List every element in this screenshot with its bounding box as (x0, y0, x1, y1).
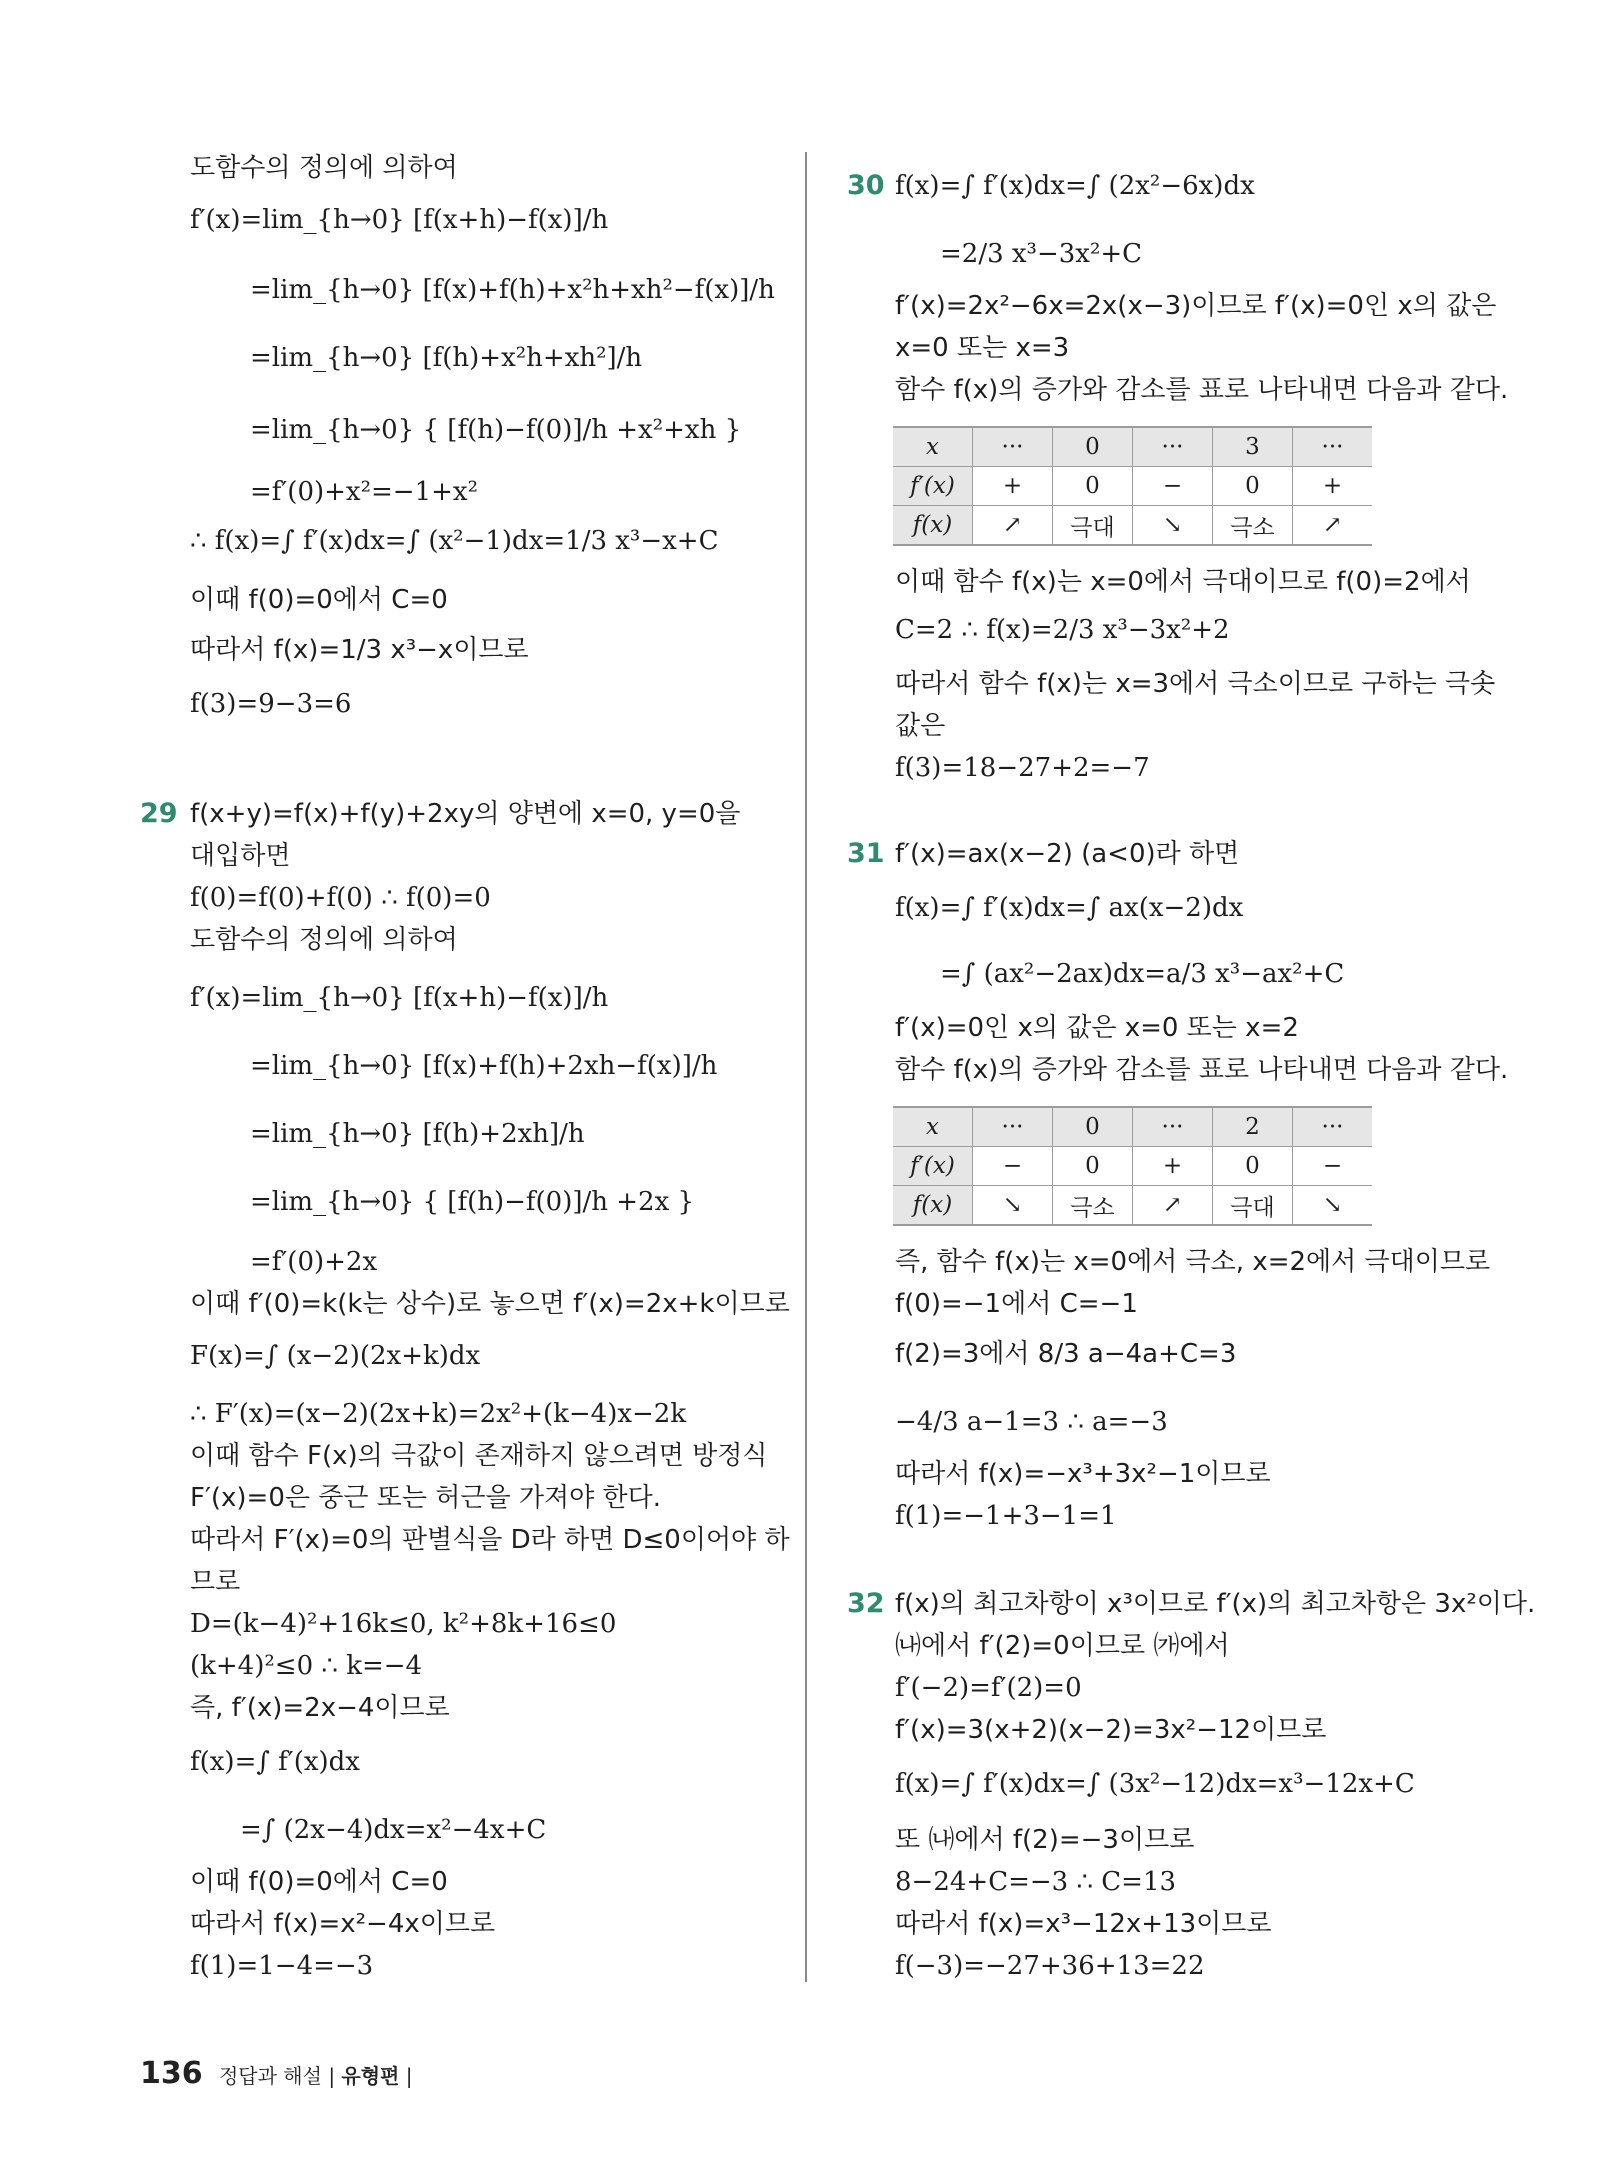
math-line: =2/3 x³−3x²+C (940, 239, 1143, 269)
text-line: f′(x)=2x²−6x=2x(x−3)이므로 f′(x)=0인 x의 값은 (895, 291, 1497, 321)
text-line: 이때 함수 f(x)는 x=0에서 극대이므로 f(0)=2에서 (895, 567, 1471, 597)
math-line: f(−3)=−27+36+13=22 (895, 1951, 1205, 1981)
table-cell: ↘ (1133, 506, 1213, 546)
text-line: 함수 f(x)의 증가와 감소를 표로 나타내면 다음과 같다. (895, 375, 1509, 405)
text-line: f′(x)=3(x+2)(x−2)=3x²−12이므로 (895, 1715, 1327, 1745)
math-line: f(0)=f(0)+f(0) ∴ f(0)=0 (190, 883, 491, 913)
problem-number-30: 30 (847, 170, 885, 201)
text-line: 즉, 함수 f(x)는 x=0에서 극소, x=2에서 극대이므로 (895, 1247, 1491, 1277)
table-cell: x (893, 427, 973, 467)
text-line: 따라서 f(x)=−x³+3x²−1이므로 (895, 1459, 1271, 1489)
math-line: =f′(0)+2x (250, 1247, 378, 1277)
text-line: 또 ㈏에서 f(2)=−3이므로 (895, 1825, 1195, 1855)
variation-table-31 (893, 1106, 1372, 1226)
math-line: =lim_{h→0} [f(h)+x²h+xh²]/h (250, 343, 643, 373)
table-cell: 0 (1053, 427, 1133, 467)
table-cell: ↘ (973, 1186, 1053, 1226)
math-line: f(x)=∫ f′(x)dx (190, 1747, 360, 1777)
table-cell: 3 (1213, 427, 1293, 467)
table-cell: 극소 (1053, 1186, 1133, 1226)
text-line: 이때 f(0)=0에서 C=0 (190, 585, 448, 615)
table-cell: ··· (1133, 427, 1213, 467)
text-line: ㈏에서 f′(2)=0이므로 ㈎에서 (895, 1631, 1230, 1661)
math-line: =lim_{h→0} [f(h)+2xh]/h (250, 1119, 585, 1149)
text-line: 이때 함수 F(x)의 극값이 존재하지 않으려면 방정식 (190, 1441, 768, 1471)
text-line: 이때 f(0)=0에서 C=0 (190, 1867, 448, 1897)
table-row (893, 1186, 1372, 1226)
table-cell: + (973, 467, 1053, 506)
text-line: 도함수의 정의에 의하여 (190, 925, 458, 955)
table-cell: ··· (1293, 427, 1373, 467)
text-line: f(0)=−1에서 C=−1 (895, 1289, 1138, 1319)
math-line: f(3)=9−3=6 (190, 689, 352, 719)
table-cell: + (1133, 1147, 1213, 1186)
table-cell: f(x) (893, 506, 973, 546)
table-cell: 0 (1053, 1147, 1133, 1186)
table-cell: − (973, 1147, 1053, 1186)
book-part: 유형편 (341, 2064, 400, 2088)
text-line: 값은 (895, 711, 946, 741)
table-cell: f′(x) (893, 1147, 973, 1186)
table-cell: x (893, 1107, 973, 1147)
table-cell: ··· (1133, 1107, 1213, 1147)
footer-end-bar: | (405, 2064, 413, 2088)
math-line: =∫ (ax²−2ax)dx=a/3 x³−ax²+C (940, 959, 1345, 989)
variation-table-30 (893, 426, 1372, 546)
text-line: f′(x)=0인 x의 값은 x=0 또는 x=2 (895, 1013, 1299, 1043)
table-cell: − (1293, 1147, 1373, 1186)
table-cell: ··· (973, 427, 1053, 467)
table-row (893, 1107, 1372, 1147)
text-line: 대입하면 (190, 841, 291, 871)
text-line: 따라서 함수 f(x)는 x=3에서 극소이므로 구하는 극솟 (895, 669, 1496, 699)
text-line: 이때 f′(0)=k(k는 상수)로 놓으면 f′(x)=2x+k이므로 (190, 1289, 790, 1319)
table-cell: 극대 (1213, 1186, 1293, 1226)
text-line: f′(x)=ax(x−2) (a<0)라 하면 (895, 839, 1240, 869)
text-line: 도함수의 정의에 의하여 (190, 153, 458, 183)
math-line: f(1)=1−4=−3 (190, 1951, 374, 1981)
math-line: =lim_{h→0} [f(x)+f(h)+2xh−f(x)]/h (250, 1051, 718, 1081)
table-cell: 2 (1213, 1107, 1293, 1147)
table-cell: 0 (1053, 1107, 1133, 1147)
text-line: 즉, f′(x)=2x−4이므로 (190, 1693, 450, 1723)
text-line: 따라서 f(x)=x²−4x이므로 (190, 1909, 496, 1939)
text-line: F′(x)=0은 중근 또는 허근을 가져야 한다. (190, 1483, 661, 1513)
text-line: f(2)=3에서 8/3 a−4a+C=3 (895, 1339, 1237, 1369)
math-line: =lim_{h→0} [f(x)+f(h)+x²h+xh²−f(x)]/h (250, 275, 775, 305)
math-line: =∫ (2x−4)dx=x²−4x+C (240, 1815, 547, 1845)
text-line: 함수 f(x)의 증가와 감소를 표로 나타내면 다음과 같다. (895, 1055, 1509, 1085)
math-line: =lim_{h→0} { [f(h)−f(0)]/h +x²+xh } (250, 415, 742, 445)
table-row (893, 1147, 1372, 1186)
table-cell: 0 (1213, 467, 1293, 506)
math-line: f(3)=18−27+2=−7 (895, 753, 1150, 783)
table-cell: 0 (1213, 1147, 1293, 1186)
table-cell: ↗ (1133, 1186, 1213, 1226)
page-footer (140, 2056, 413, 2091)
math-line: =lim_{h→0} { [f(h)−f(0)]/h +2x } (250, 1187, 695, 1217)
table-row (893, 427, 1372, 467)
math-line: ∴ F′(x)=(x−2)(2x+k)=2x²+(k−4)x−2k (190, 1399, 687, 1429)
math-line: f(x)=∫ f′(x)dx=∫ ax(x−2)dx (895, 893, 1244, 923)
table-cell: ↗ (1293, 506, 1373, 546)
math-line: =f′(0)+x²=−1+x² (250, 477, 478, 507)
table-cell: 0 (1053, 467, 1133, 506)
text-line: f(x)의 최고차항이 x³이므로 f′(x)의 최고차항은 3x²이다. (895, 1589, 1536, 1619)
table-cell: ↗ (973, 506, 1053, 546)
math-line: f′(−2)=f′(2)=0 (895, 1673, 1082, 1703)
math-line: f(x)=∫ f′(x)dx=∫ (3x²−12)dx=x³−12x+C (895, 1769, 1415, 1799)
table-cell: + (1293, 467, 1373, 506)
text-line: f(x+y)=f(x)+f(y)+2xy의 양변에 x=0, y=0을 (190, 799, 741, 829)
footer-separator: | (328, 2064, 336, 2088)
column-divider (805, 152, 807, 1982)
table-row (893, 467, 1372, 506)
math-line: f′(x)=lim_{h→0} [f(x+h)−f(x)]/h (190, 983, 609, 1013)
table-cell: 극대 (1053, 506, 1133, 546)
math-line: 8−24+C=−3 ∴ C=13 (895, 1867, 1177, 1897)
problem-number-32: 32 (847, 1588, 885, 1619)
math-line: D=(k−4)²+16k≤0, k²+8k+16≤0 (190, 1609, 617, 1639)
math-line: C=2 ∴ f(x)=2/3 x³−3x²+2 (895, 615, 1230, 645)
math-line: f(1)=−1+3−1=1 (895, 1501, 1117, 1531)
table-cell: ↘ (1293, 1186, 1373, 1226)
math-line: F(x)=∫ (x−2)(2x+k)dx (190, 1341, 481, 1371)
math-line: f′(x)=lim_{h→0} [f(x+h)−f(x)]/h (190, 205, 609, 235)
table-cell: − (1133, 467, 1213, 506)
math-line: −4/3 a−1=3 ∴ a=−3 (895, 1407, 1168, 1437)
page-number: 136 (140, 2056, 203, 2091)
math-line: ∴ f(x)=∫ f′(x)dx=∫ (x²−1)dx=1/3 x³−x+C (190, 526, 719, 556)
text-line: x=0 또는 x=3 (895, 333, 1070, 363)
table-row (893, 506, 1372, 546)
book-section: 정답과 해설 (218, 2064, 322, 2088)
text-line: 므로 (190, 1567, 241, 1597)
table-cell: f(x) (893, 1186, 973, 1226)
text-line: 따라서 F′(x)=0의 판별식을 D라 하면 D≤0이어야 하 (190, 1525, 790, 1555)
table-cell: ··· (973, 1107, 1053, 1147)
math-line: (k+4)²≤0 ∴ k=−4 (190, 1651, 423, 1681)
table-cell: f′(x) (893, 467, 973, 506)
text-line: 따라서 f(x)=1/3 x³−x이므로 (190, 635, 529, 665)
problem-number-29: 29 (140, 798, 178, 829)
text-line: 따라서 f(x)=x³−12x+13이므로 (895, 1909, 1272, 1939)
table-cell: ··· (1293, 1107, 1373, 1147)
math-line: f(x)=∫ f′(x)dx=∫ (2x²−6x)dx (895, 171, 1255, 201)
table-cell: 극소 (1213, 506, 1293, 546)
problem-number-31: 31 (847, 838, 885, 869)
